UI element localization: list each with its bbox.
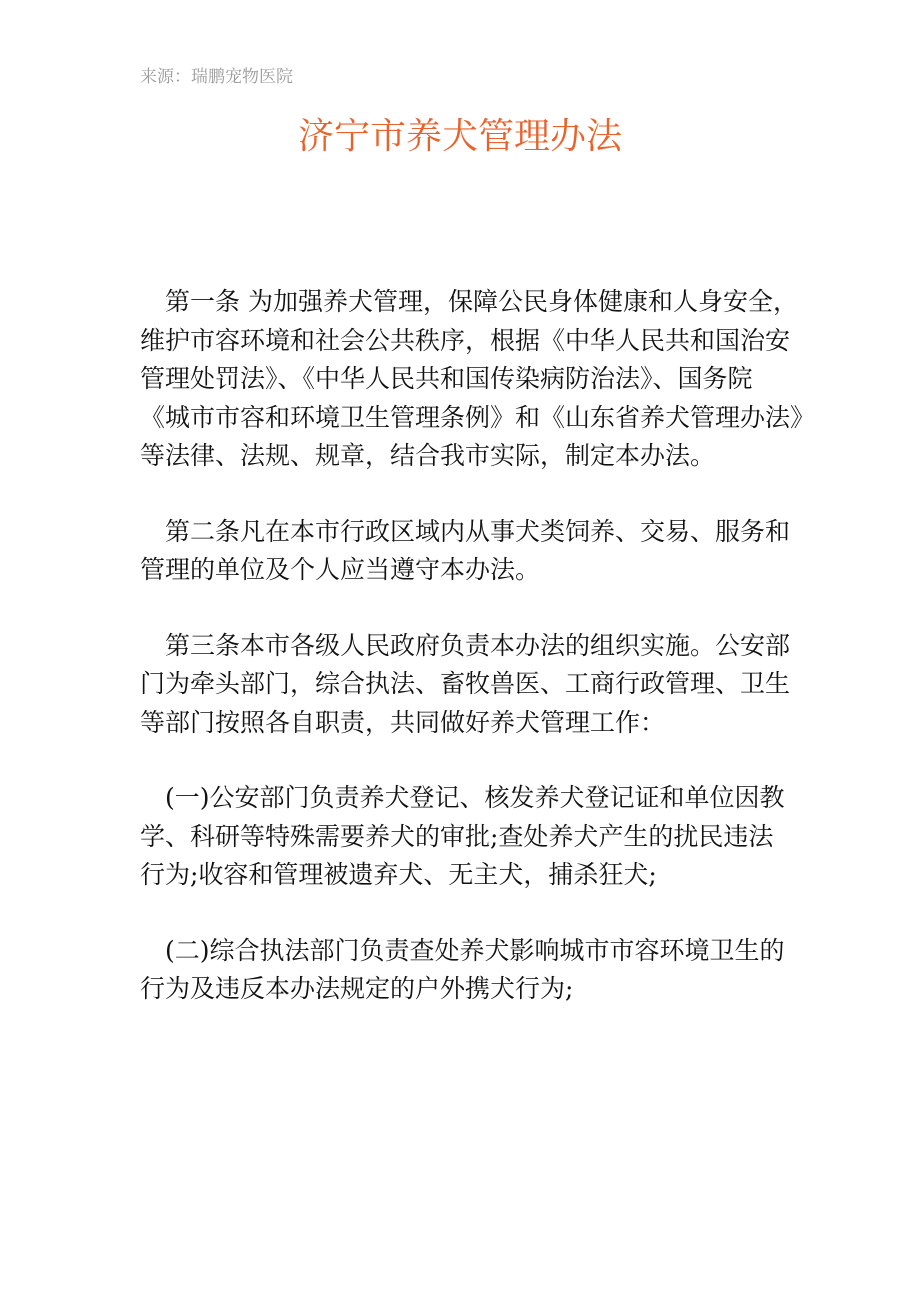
paragraph-line: 管理的单位及个人应当遵守本办法。 [140,555,541,584]
paragraph-line: 门为牵头部门，综合执法、畜牧兽医、工商行政管理、卫生 [140,669,791,698]
document-title: 济宁市养犬管理办法 [297,116,622,157]
paragraph-line: 行为;收容和管理被遗弃犬、无主犬，捕杀狂犬; [140,860,657,889]
paragraph-line: (一)公安部门负责养犬登记、核发养犬登记证和单位因教 [165,783,785,812]
paragraph-line: 学、科研等特殊需要养犬的审批;查处养犬产生的扰民违法 [140,821,774,851]
paragraph-line: 等法律、法规、规章，结合我市实际，制定本办法。 [140,441,716,470]
paragraph-line: 等部门按照各自职责，共同做好养犬管理工作： [140,707,666,737]
paragraph-line: (二)综合执法部门负责查处养犬影响城市市容环境卫生的 [165,935,785,965]
paragraph-line: 维护市容环境和社会公共秩序，根据《中华人民共和国治安 [140,325,791,355]
paragraph-line: 管理处罚法》、《中华人民共和国传染病防治法》、国务院 [140,364,753,393]
article-1-paragraph [140,283,816,476]
source-attribution: 来源：瑞鹏宠物医院 [140,67,293,87]
clause-1-paragraph [140,779,790,895]
paragraph-line: 第二条凡在本市行政区域内从事犬类饲养、交易、服务和 [165,516,791,546]
clause-2-paragraph [140,932,790,1009]
paragraph-line: 第三条本市各级人民政府负责本办法的组织实施。公安部 [165,630,791,660]
article-3-paragraph [140,627,790,743]
document-body [140,283,816,1046]
paragraph-line: 第一条 为加强养犬管理，保障公民身体健康和人身安全， [165,287,798,316]
paragraph-line: 行为及违反本办法规定的户外携犬行为; [140,974,574,1003]
paragraph-line: 《城市市容和环境卫生管理条例》和《山东省养犬管理办法》 [140,402,816,432]
article-2-paragraph [140,513,790,590]
